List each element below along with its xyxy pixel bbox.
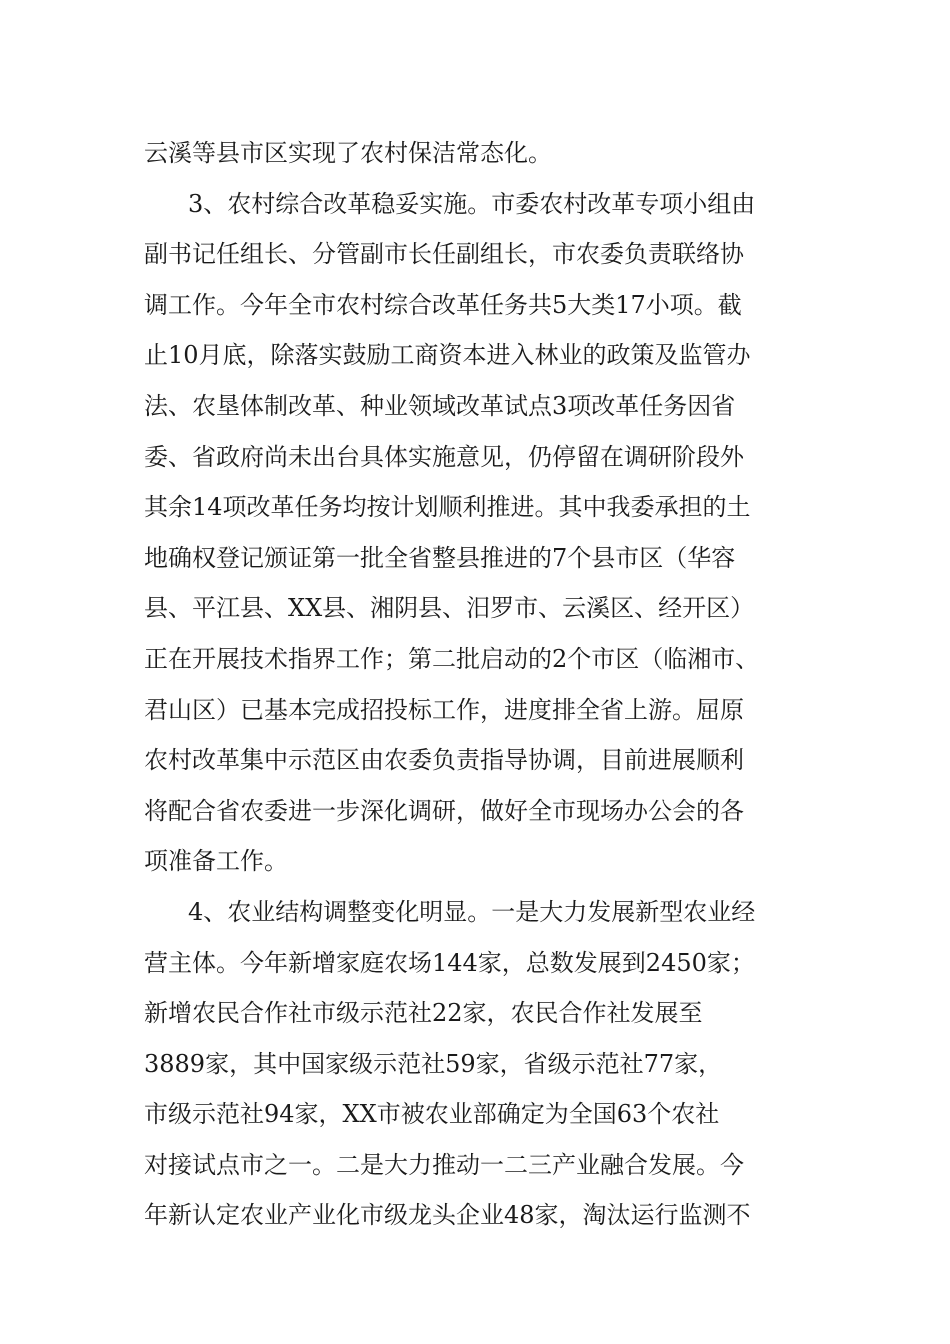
- text-line: 项准备工作。: [144, 847, 288, 876]
- paragraph-start-line: 3、农村综合改革稳妥实施。市委农村改革专项小组由: [188, 189, 756, 218]
- text-line: 委、省政府尚未出台具体实施意见，仍停留在调研阶段外: [144, 442, 744, 471]
- text-line: 营主体。今年新增家庭农场144家，总数发展到2450家；: [144, 948, 755, 977]
- text-line: 副书记任组长、分管副市长任副组长，市农委负责联络协: [144, 240, 744, 269]
- text-line: 市级示范社94家，XX市被农业部确定为全国63个农社: [144, 1100, 720, 1129]
- text-line: 云溪等县市区实现了农村保洁常态化。: [144, 139, 552, 167]
- text-line: 对接试点市之一。二是大力推动一二三产业融合发展。今: [144, 1150, 744, 1179]
- text-line: 地确权登记颁证第一批全省整县推进的7个县市区（华容: [144, 543, 736, 572]
- text-line: 新增农民合作社市级示范社22家，农民合作社发展至: [144, 999, 703, 1028]
- text-line: 3889家，其中国家级示范社59家，省级示范社77家，: [144, 1049, 723, 1078]
- text-line: 正在开展技术指界工作；第二批启动的2个市区（临湘市、: [144, 644, 760, 673]
- text-line: 县、平江县、XX县、湘阴县、汨罗市、云溪区、经开区）: [144, 594, 755, 623]
- text-line: 法、农垦体制改革、种业领域改革试点3项改革任务因省: [144, 391, 736, 420]
- paragraph-start-line: 4、农业结构调整变化明显。一是大力发展新型农业经: [188, 897, 756, 926]
- body-text: [144, 128, 834, 1241]
- text-line: 将配合省农委进一步深化调研，做好全市现场办公会的各: [144, 796, 744, 825]
- text-line: 调工作。今年全市农村综合改革任务共5大类17小项。截: [144, 290, 742, 319]
- text-line: 君山区）已基本完成招投标工作，进度排全省上游。屈原: [144, 695, 744, 724]
- text-line: 止10月底，除落实鼓励工商资本进入林业的政策及监管办: [144, 341, 751, 370]
- text-line: 其余14项改革任务均按计划顺利推进。其中我委承担的土: [144, 493, 751, 522]
- text-line: 农村改革集中示范区由农委负责指导协调，目前进展顺利: [144, 746, 744, 775]
- text-line: 年新认定农业产业化市级龙头企业48家，淘汰运行监测不: [144, 1201, 751, 1230]
